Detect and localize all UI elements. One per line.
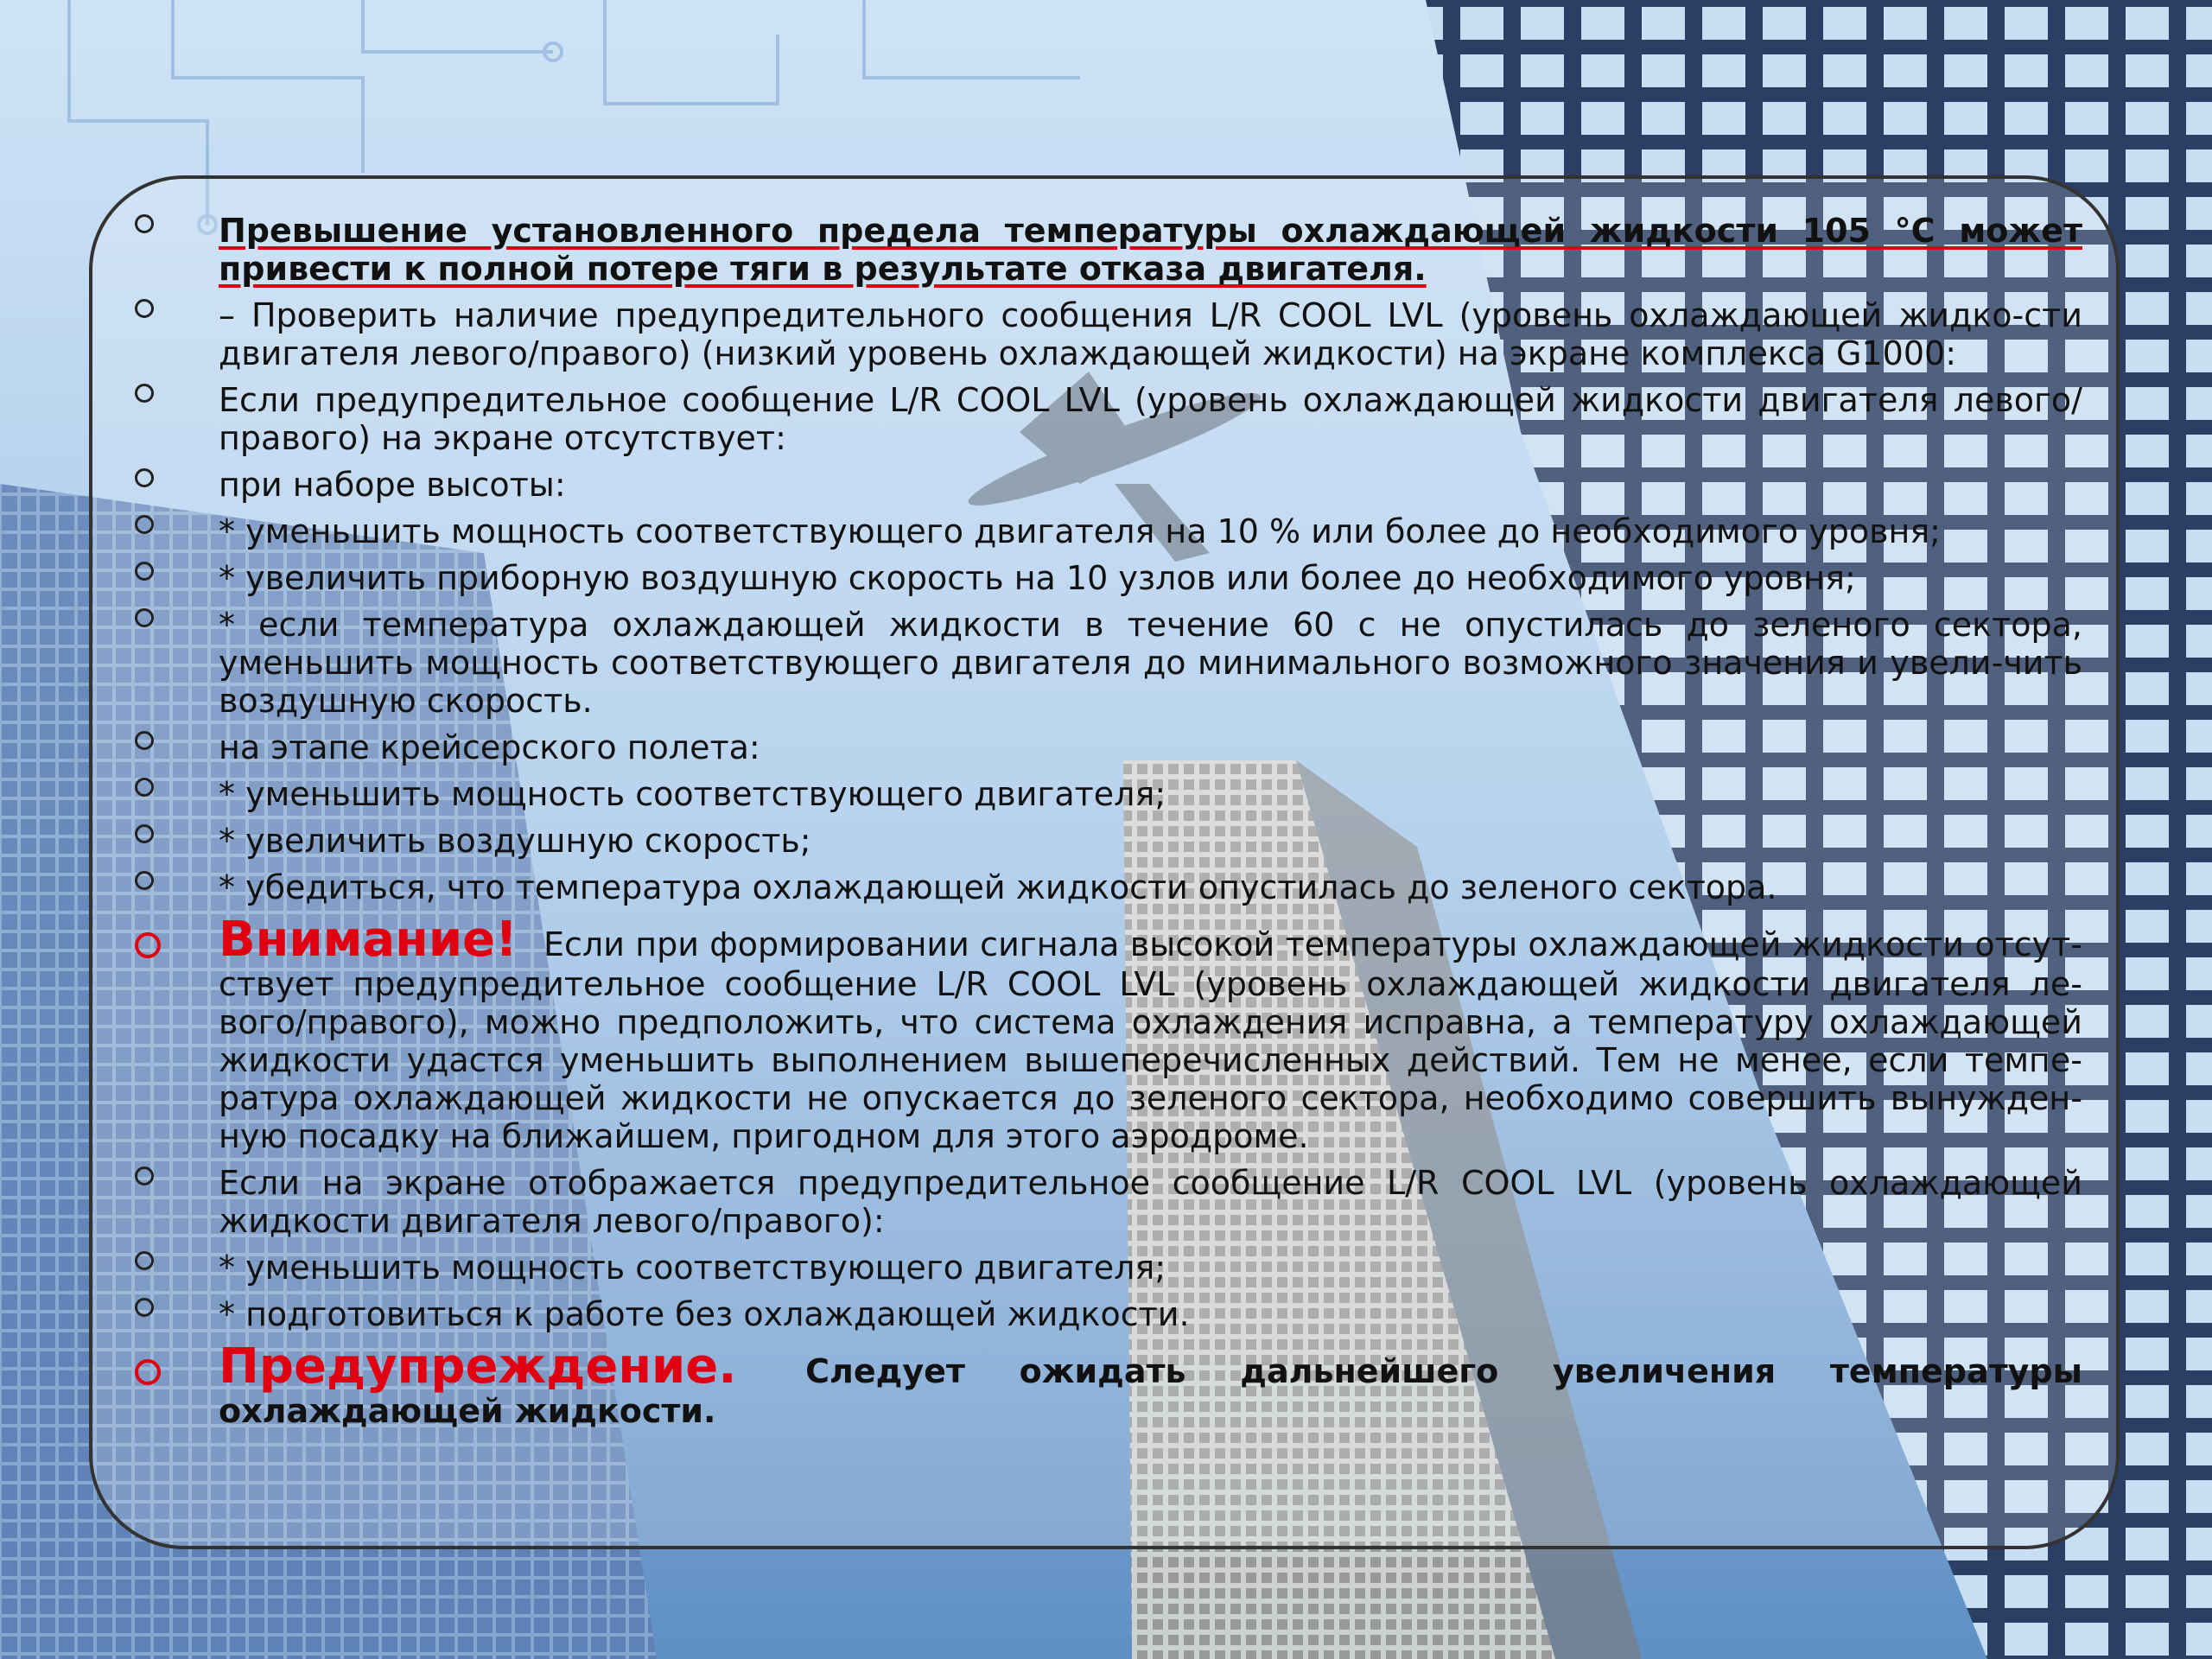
list-item [121, 775, 2082, 813]
item-text: * увеличить воздушную скорость; [219, 822, 811, 860]
list-item [121, 212, 2082, 288]
list-item [121, 606, 2082, 720]
item-text: * увеличить приборную воздушную скорость на 10 узлов или более до необходимого уровня; [219, 559, 1856, 597]
bullet-icon [135, 562, 154, 581]
item-text: – Проверить наличие предупредительного сообщения L/R COOL LVL (уровень охлаждающей жидко-сти двигателя левого/правого) (низкий уровень охлаждающей жидкости) на экране комплекса G1000: [219, 296, 2082, 372]
list-item [121, 1295, 2082, 1333]
list-item [121, 1249, 2082, 1287]
list-item [121, 466, 2082, 504]
item-text: * уменьшить мощность соответствующего двигателя; [219, 1249, 1166, 1287]
list-item [121, 868, 2082, 906]
list-item-warning [121, 912, 2082, 1155]
item-text: на этапе крейсерского полета: [219, 728, 760, 766]
attention-label: Внимание! [219, 912, 518, 968]
list-item [121, 296, 2082, 372]
item-text: Превышение установленного предела температуры охлаждающей жидкости 105 °C может привести к полной потере тяги в результате отказа двигателя. [219, 212, 2082, 288]
warning-label: Предупреждение. [219, 1338, 737, 1395]
bullet-icon [135, 468, 154, 487]
list-item [121, 1164, 2082, 1240]
item-text: * подготовиться к работе без охлаждающей жидкости. [219, 1295, 1190, 1333]
item-text: Если при формировании сигнала высокой температуры охлаждающей жидкости отсут-ствует предупредительное сообщение L/R COOL LVL (уровень охлаждающей жидкости двигателя ле-вого/правого), можно предположить, что система охлаждения исправна, а температуру охлаждающей жидкости удастся уменьшить выполнением вышеперечисленных действий. Тем не менее, если темпе-ратура охлаждающей жидкости не опускается до зеленого сектора, необходимо совершить вынужден-ную посадку на ближайшем, пригодном для этого аэродроме. [219, 925, 2082, 1155]
bullet-icon [135, 515, 154, 534]
bullet-icon [135, 214, 154, 233]
bullet-icon [135, 871, 154, 890]
bullet-icon [135, 932, 161, 958]
bullet-icon [135, 731, 154, 750]
bullet-icon [135, 299, 154, 318]
list-item [121, 728, 2082, 766]
list-item [121, 512, 2082, 550]
item-text: Если на экране отображается предупредительное сообщение L/R COOL LVL (уровень охлаждающей жидкости двигателя левого/правого): [219, 1164, 2082, 1240]
bullet-list [121, 212, 2082, 1439]
list-item [121, 381, 2082, 457]
bullet-icon [135, 608, 154, 627]
bullet-icon [135, 384, 154, 403]
bullet-icon [135, 1359, 161, 1385]
bullet-icon [135, 824, 154, 843]
list-item [121, 559, 2082, 597]
bullet-icon [135, 778, 154, 797]
bullet-icon [135, 1298, 154, 1317]
item-text: при наборе высоты: [219, 466, 566, 504]
list-item [121, 822, 2082, 860]
item-text: Если предупредительное сообщение L/R COOL LVL (уровень охлаждающей жидкости двигателя левого/правого) на экране отсутствует: [219, 381, 2082, 457]
item-text: Следует ожидать дальнейшего увеличения температуры охлаждающей жидкости. [219, 1352, 2082, 1430]
list-item-caution [121, 1338, 2082, 1430]
item-text: * уменьшить мощность соответствующего двигателя; [219, 775, 1166, 813]
item-text: * уменьшить мощность соответствующего двигателя на 10 % или более до необходимого уровня; [219, 512, 1941, 550]
item-text: * убедиться, что температура охлаждающей жидкости опустилась до зеленого сектора. [219, 868, 1777, 906]
item-text: * если температура охлаждающей жидкости в течение 60 с не опустилась до зеленого сектора, уменьшить мощность соответствующего двигателя до минимального возможного значения и увели-чить воздушную скорость. [219, 606, 2082, 720]
bullet-icon [135, 1166, 154, 1185]
bullet-icon [135, 1251, 154, 1270]
